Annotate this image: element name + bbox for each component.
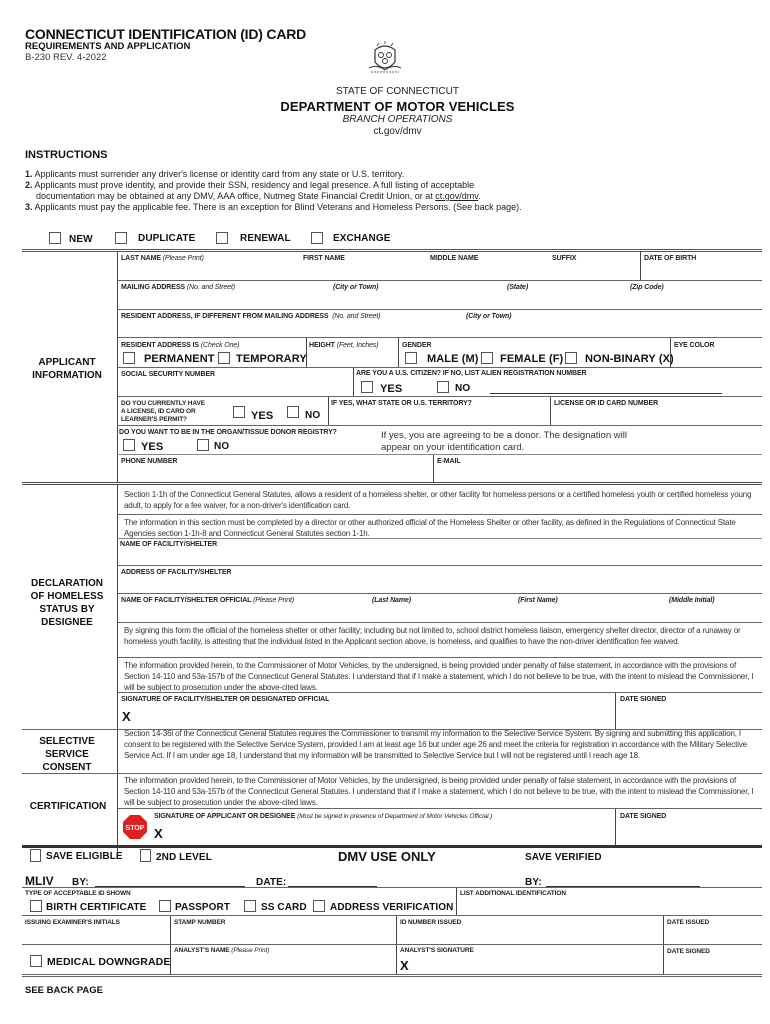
address-verification-label: ADDRESS VERIFICATION xyxy=(330,902,454,913)
analyst-date-signed-input[interactable] xyxy=(667,956,759,971)
ssn-label: SOCIAL SECURITY NUMBER xyxy=(121,371,215,378)
resident-address-input[interactable] xyxy=(121,322,757,336)
middle-name-label: MIDDLE NAME xyxy=(430,255,479,262)
mliv-label: MLIV xyxy=(25,874,54,888)
donor-yes-label: YES xyxy=(141,441,164,453)
analyst-date-signed-label: DATE SIGNED xyxy=(667,948,710,955)
ct-gov-dmv-link[interactable]: ct.gov/dmv xyxy=(435,191,479,201)
facility-address-input[interactable] xyxy=(121,578,757,591)
mliv-by-label: BY: xyxy=(72,877,89,888)
analyst-signature-x: X xyxy=(400,958,409,973)
license-number-input[interactable] xyxy=(554,409,758,423)
facility-date-signed-input[interactable] xyxy=(620,706,758,726)
new-checkbox[interactable] xyxy=(49,232,61,244)
save-eligible-label: SAVE ELIGIBLE xyxy=(46,851,123,862)
second-level-label: 2ND LEVEL xyxy=(156,852,212,863)
new-label: NEW xyxy=(69,234,93,245)
eye-color-input[interactable] xyxy=(674,351,758,365)
license-no-label: NO xyxy=(305,410,321,421)
date-issued-input[interactable] xyxy=(667,928,759,942)
examiner-initials-input[interactable] xyxy=(25,928,165,942)
first-name-label: FIRST NAME xyxy=(303,255,345,262)
male-checkbox[interactable] xyxy=(405,352,417,364)
applicant-signature-input[interactable] xyxy=(168,823,611,843)
birth-certificate-checkbox[interactable] xyxy=(30,900,42,912)
save-verified-by-label: BY: xyxy=(525,877,542,888)
official-last-name-label: (Last Name) xyxy=(372,597,411,604)
ss-card-checkbox[interactable] xyxy=(244,900,256,912)
homeless-paragraph-3: By signing this form the official of the homeless shelter or other facility; including but not limited to, school district homeless liaison, emergency shelter director, director of a runaway or homeless youth facility, is attesting that the individual listed in the Applicant section above, is homeless, and qualifies to have the non-driver identification fee waived. xyxy=(124,626,741,646)
temporary-label: TEMPORARY xyxy=(236,353,307,365)
donor-yes-checkbox[interactable] xyxy=(123,439,135,451)
resident-city-label: (City or Town) xyxy=(466,313,512,320)
facility-name-input[interactable] xyxy=(121,550,757,563)
donor-no-checkbox[interactable] xyxy=(197,439,209,451)
male-label: MALE (M) xyxy=(427,353,479,365)
examiner-initials-label: ISSUING EXAMINER'S INITIALS xyxy=(25,919,120,926)
homeless-paragraph-1: Section 1-1h of the Connecticut General Statutes, allows a resident of a homeless shelter, or other facility for homeless persons or a certified homeless youth or certified homeless young adult, to apply for a fee waiver, for a non-driver's identification card. xyxy=(124,490,752,510)
homeless-paragraph-2: The information in this section must be completed by a director or other authorized official of the Homeless Shelter or other facility, as defined in the Regulations of Connecticut State Agencies section 1-1h-8 and Connecticut General Statutes section 1-1h. xyxy=(124,518,736,538)
ssn-input[interactable] xyxy=(121,380,351,394)
which-state-label: IF YES, WHAT STATE OR U.S. TERRITORY? xyxy=(331,400,472,407)
homeless-section-label: DECLARATION OF HOMELESS STATUS BY DESIGNEE xyxy=(30,578,104,628)
email-label: E-MAIL xyxy=(437,458,461,465)
stop-sign-icon xyxy=(122,814,148,840)
facility-signature-label: SIGNATURE OF FACILITY/SHELTER OR DESIGNATED OFFICIAL xyxy=(121,696,330,703)
last-name-label: LAST NAME (Please Print) xyxy=(121,255,204,262)
mailing-address-label: MAILING ADDRESS (No. and Street) xyxy=(121,284,236,291)
state-label: (State) xyxy=(507,284,529,291)
duplicate-label: DUPLICATE xyxy=(138,233,196,244)
dob-label: DATE OF BIRTH xyxy=(644,255,697,262)
stamp-number-input[interactable] xyxy=(174,928,388,942)
save-verified-label: SAVE VERIFIED xyxy=(525,852,602,863)
permanent-checkbox[interactable] xyxy=(123,352,135,364)
applicant-signature-label: SIGNATURE OF APPLICANT OR DESIGNEE (Must be signed in presence of Department of Motor Vehicles Official.) xyxy=(154,813,493,820)
resident-address-label: RESIDENT ADDRESS, IF DIFFERENT FROM MAILING ADDRESS (No. and Street) xyxy=(121,313,381,320)
stamp-number-label: STAMP NUMBER xyxy=(174,919,226,926)
phone-label: PHONE NUMBER xyxy=(121,458,178,465)
mliv-date-label: DATE: xyxy=(256,877,287,888)
state-name: STATE OF CONNECTICUT xyxy=(336,86,459,97)
suffix-label: SUFFIX xyxy=(552,255,577,262)
medical-downgrade-label: MEDICAL DOWNGRADE xyxy=(47,956,171,968)
citizen-label: ARE YOU A U.S. CITIZEN? IF NO, LIST ALIEN REGISTRATION NUMBER xyxy=(356,370,587,377)
additional-id-label: LIST ADDITIONAL IDENTIFICATION xyxy=(460,890,566,897)
permanent-label: PERMANENT xyxy=(144,353,215,365)
svg-text:STOP: STOP xyxy=(125,825,145,832)
email-input[interactable] xyxy=(437,467,757,481)
instructions-list xyxy=(25,169,745,213)
gender-label: GENDER xyxy=(402,342,432,349)
second-level-checkbox[interactable] xyxy=(140,849,151,862)
certification-paragraph: The information provided herein, to the Commissioner of Motor Vehicles, by the undersigned, is being provided under penalty of false statement, in accordance with the provisions of Section 14-110 and 53a-157b of the Connecticut General Statutes. I understand that if I make a statement, which I do not believe to be true, with the intent to mislead the Commissioner, I will be subject to prosecution under the above-cited laws. xyxy=(124,776,754,807)
analyst-signature-label: ANALYST'S SIGNATURE xyxy=(400,947,474,954)
donor-question-label: DO YOU WANT TO BE IN THE ORGAN/TISSUE DONOR REGISTRY? xyxy=(119,429,337,436)
facility-address-label: ADDRESS OF FACILITY/SHELTER xyxy=(121,569,232,576)
zip-label: (Zip Code) xyxy=(630,284,664,291)
ss-card-label: SS CARD xyxy=(261,902,307,913)
division-name: BRANCH OPERATIONS xyxy=(342,114,453,125)
city-label: (City or Town) xyxy=(333,284,379,291)
passport-label: PASSPORT xyxy=(175,902,231,913)
instruction-item: 3. Applicants must pay the applicable fee. There is an exception for Blind Veterans and Homeless Persons. (See back page). xyxy=(25,202,522,212)
citizen-yes-label: YES xyxy=(380,383,403,395)
analyst-name-input[interactable] xyxy=(174,956,388,971)
donor-note: If yes, you are agreeing to be a donor. The designation will appear on your identification card. xyxy=(381,430,627,453)
form-title: CONNECTICUT IDENTIFICATION (ID) CARD xyxy=(25,26,307,42)
birth-certificate-label: BIRTH CERTIFICATE xyxy=(46,902,147,913)
homeless-paragraph-4: The information provided herein, to the Commissioner of Motor Vehicles, by the undersigned, is being provided under penalty of false statement, in accordance with the provisions of Section 14-110 and 53a-157b of the Connecticut General Statutes. I understand that if I make a statement, which I do not believe to be true, with the intent to mislead the Commissioner, I will be subject to prosecution under the above-cited laws. xyxy=(124,661,754,692)
eye-color-label: EYE COLOR xyxy=(674,342,715,349)
instruction-item-continued: documentation may be obtained at any DMV, AAA office, Nutmeg State Financial Credit Union, or at ct.gov/dmv. xyxy=(36,191,481,201)
applicant-signature-x: X xyxy=(154,826,163,841)
female-checkbox[interactable] xyxy=(481,352,493,364)
license-number-label: LICENSE OR ID CARD NUMBER xyxy=(554,400,659,407)
selective-service-paragraph: Section 14-36l of the Connecticut General Statutes requires the Commissioner to transmit my information to the Selective Service System. By signing and submitting this application, I consent to be registered with the Selective Service System, provided I am at least age 16 but under age 26 and meet the criteria for registration in accordance with the Military Selective Service Act. If I am under age 18, I understand that my information will be transmitted to Selective Service but I will not be registered until I reach age 18. xyxy=(124,729,747,760)
applicant-section-label: APPLICANT INFORMATION xyxy=(32,357,102,381)
state-seal-icon xyxy=(365,40,405,80)
renewal-checkbox[interactable] xyxy=(216,232,228,244)
resident-is-label: RESIDENT ADDRESS IS (Check One) xyxy=(121,342,240,349)
citizen-no-label: NO xyxy=(455,383,471,394)
license-yes-checkbox[interactable] xyxy=(233,406,245,418)
name-input[interactable] xyxy=(121,264,636,279)
facility-name-label: NAME OF FACILITY/SHELTER xyxy=(120,541,218,548)
analyst-name-label: ANALYST'S NAME (Please Print) xyxy=(174,947,270,954)
instruction-item: 2. Applicants must prove identity, and provide their SSN, residency and legal presence. A full listing of acceptable xyxy=(25,180,475,190)
facility-signature-input[interactable] xyxy=(136,706,611,726)
passport-checkbox[interactable] xyxy=(159,900,171,912)
license-no-checkbox[interactable] xyxy=(287,406,299,418)
mailing-address-input[interactable] xyxy=(121,293,757,307)
medical-downgrade-checkbox[interactable] xyxy=(30,955,42,967)
see-back-page: SEE BACK PAGE xyxy=(25,985,103,996)
address-verification-checkbox[interactable] xyxy=(313,900,325,912)
selective-service-label: SELECTIVE SERVICE CONSENT xyxy=(39,736,95,773)
license-question-label: DO YOU CURRENTLY HAVE A LICENSE, ID CARD OR LEARNER'S PERMIT? xyxy=(121,400,205,423)
instructions-heading: INSTRUCTIONS xyxy=(25,149,108,161)
official-middle-initial-label: (Middle Initial) xyxy=(669,597,715,604)
applicant-date-signed-label: DATE SIGNED xyxy=(620,813,667,820)
applicant-date-signed-input[interactable] xyxy=(620,823,758,843)
instruction-item: 1. Applicants must surrender any driver's license or identity card from any state or U.S. territory. xyxy=(25,169,405,179)
facility-date-signed-label: DATE SIGNED xyxy=(620,696,667,703)
analyst-signature-input[interactable] xyxy=(414,956,658,971)
temporary-checkbox[interactable] xyxy=(218,352,230,364)
renewal-label: RENEWAL xyxy=(240,233,291,244)
id-number-issued-input[interactable] xyxy=(400,928,658,942)
dob-input[interactable] xyxy=(644,264,759,279)
exchange-checkbox[interactable] xyxy=(311,232,323,244)
official-first-name-label: (First Name) xyxy=(518,597,558,604)
license-yes-label: YES xyxy=(251,410,274,422)
donor-no-label: NO xyxy=(214,441,230,452)
citizen-yes-checkbox[interactable] xyxy=(361,381,373,393)
nonbinary-checkbox[interactable] xyxy=(565,352,577,364)
phone-input[interactable] xyxy=(121,467,429,481)
website-text: ct.gov/dmv xyxy=(373,126,422,137)
height-label: HEIGHT (Feet, Inches) xyxy=(309,342,379,349)
form-subtitle: REQUIREMENTS AND APPLICATION xyxy=(25,41,191,52)
facility-official-label: NAME OF FACILITY/SHELTER OFFICIAL (Please Print) xyxy=(121,597,295,604)
additional-id-input[interactable] xyxy=(460,898,758,912)
which-state-input[interactable] xyxy=(331,409,546,423)
alien-registration-input[interactable] xyxy=(490,393,722,394)
citizen-no-checkbox[interactable] xyxy=(437,381,449,393)
id-type-label: TYPE OF ACCEPTABLE ID SHOWN xyxy=(25,890,131,897)
id-number-issued-label: ID NUMBER ISSUED xyxy=(400,919,462,926)
certification-label: CERTIFICATION xyxy=(29,801,107,812)
date-issued-label: DATE ISSUED xyxy=(667,919,710,926)
female-label: FEMALE (F) xyxy=(500,353,564,365)
height-input[interactable] xyxy=(309,351,394,365)
dmv-use-only-heading: DMV USE ONLY xyxy=(338,849,436,864)
save-eligible-checkbox[interactable] xyxy=(30,849,41,862)
nonbinary-label: NON-BINARY (X) xyxy=(585,353,674,365)
exchange-label: EXCHANGE xyxy=(333,233,391,244)
facility-signature-x: X xyxy=(122,709,131,724)
department-name: DEPARTMENT OF MOTOR VEHICLES xyxy=(280,99,515,114)
form-number: B-230 REV. 4-2022 xyxy=(25,52,107,63)
duplicate-checkbox[interactable] xyxy=(115,232,127,244)
facility-official-input[interactable] xyxy=(121,606,757,620)
